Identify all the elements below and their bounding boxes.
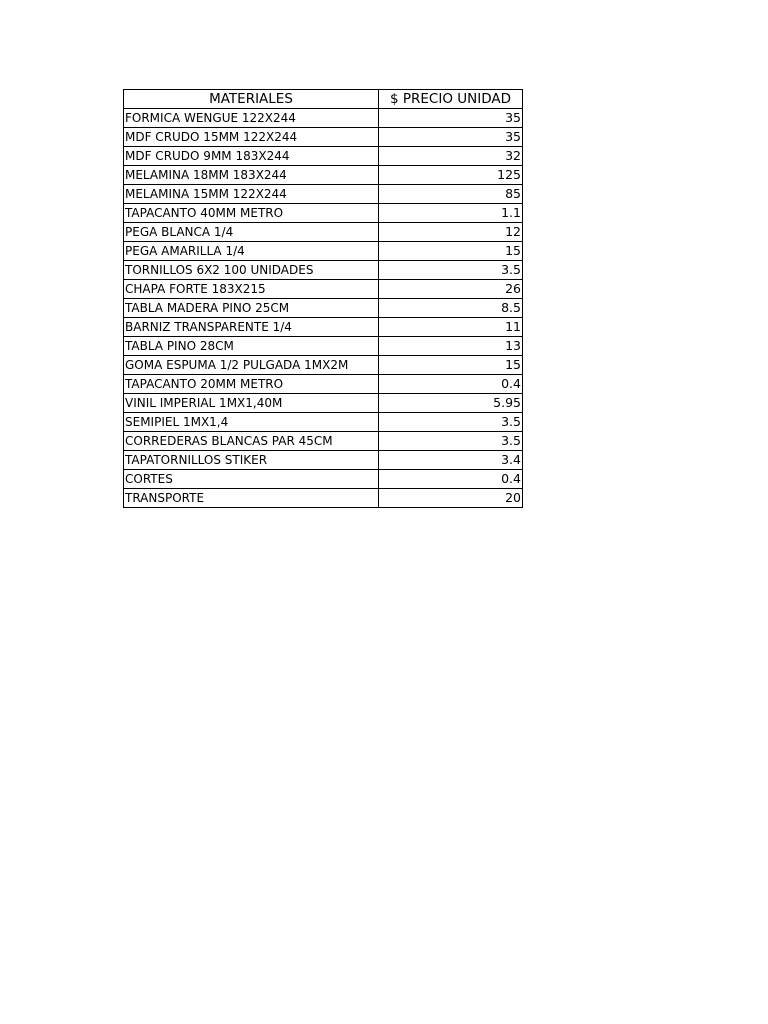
table-row bbox=[124, 375, 523, 394]
material-name-cell: TAPACANTO 40MM METRO bbox=[124, 204, 379, 223]
material-name-cell: TAPATORNILLOS STIKER bbox=[124, 451, 379, 470]
table-row bbox=[124, 394, 523, 413]
unit-price-cell: 3.5 bbox=[379, 432, 523, 451]
materials-price-table bbox=[123, 89, 523, 508]
unit-price-cell: 125 bbox=[379, 166, 523, 185]
unit-price-cell: 35 bbox=[379, 109, 523, 128]
material-name-cell: FORMICA WENGUE 122X244 bbox=[124, 109, 379, 128]
table-row bbox=[124, 242, 523, 261]
material-name-cell: PEGA AMARILLA 1/4 bbox=[124, 242, 379, 261]
material-name-cell: MDF CRUDO 9MM 183X244 bbox=[124, 147, 379, 166]
table-row bbox=[124, 280, 523, 299]
unit-price-cell: 0.4 bbox=[379, 470, 523, 489]
material-name-cell: BARNIZ TRANSPARENTE 1/4 bbox=[124, 318, 379, 337]
table-row bbox=[124, 356, 523, 375]
unit-price-cell: 11 bbox=[379, 318, 523, 337]
unit-price-cell: 3.5 bbox=[379, 413, 523, 432]
unit-price-cell: 35 bbox=[379, 128, 523, 147]
table-row bbox=[124, 147, 523, 166]
unit-price-cell: 85 bbox=[379, 185, 523, 204]
unit-price-cell: 3.5 bbox=[379, 261, 523, 280]
table-row bbox=[124, 337, 523, 356]
material-name-cell: TABLA PINO 28CM bbox=[124, 337, 379, 356]
material-name-cell: GOMA ESPUMA 1/2 PULGADA 1MX2M bbox=[124, 356, 379, 375]
unit-price-cell: 1.1 bbox=[379, 204, 523, 223]
unit-price-cell: 0.4 bbox=[379, 375, 523, 394]
unit-price-cell: 15 bbox=[379, 242, 523, 261]
header-precio-unidad: $ PRECIO UNIDAD bbox=[379, 90, 523, 109]
table-row bbox=[124, 470, 523, 489]
material-name-cell: VINIL IMPERIAL 1MX1,40M bbox=[124, 394, 379, 413]
table-header-row bbox=[124, 90, 523, 109]
unit-price-cell: 8.5 bbox=[379, 299, 523, 318]
materials-price-sheet bbox=[123, 89, 523, 508]
table-row bbox=[124, 413, 523, 432]
table-body bbox=[124, 109, 523, 508]
table-row bbox=[124, 318, 523, 337]
unit-price-cell: 12 bbox=[379, 223, 523, 242]
material-name-cell: SEMIPIEL 1MX1,4 bbox=[124, 413, 379, 432]
material-name-cell: TRANSPORTE bbox=[124, 489, 379, 508]
table-row bbox=[124, 261, 523, 280]
table-row bbox=[124, 223, 523, 242]
unit-price-cell: 15 bbox=[379, 356, 523, 375]
material-name-cell: CHAPA FORTE 183X215 bbox=[124, 280, 379, 299]
unit-price-cell: 3.4 bbox=[379, 451, 523, 470]
material-name-cell: PEGA BLANCA 1/4 bbox=[124, 223, 379, 242]
table-row bbox=[124, 109, 523, 128]
material-name-cell: MELAMINA 15MM 122X244 bbox=[124, 185, 379, 204]
table-row bbox=[124, 185, 523, 204]
material-name-cell: TABLA MADERA PINO 25CM bbox=[124, 299, 379, 318]
unit-price-cell: 20 bbox=[379, 489, 523, 508]
header-materiales: MATERIALES bbox=[124, 90, 379, 109]
material-name-cell: MELAMINA 18MM 183X244 bbox=[124, 166, 379, 185]
table-row bbox=[124, 166, 523, 185]
unit-price-cell: 26 bbox=[379, 280, 523, 299]
table-row bbox=[124, 204, 523, 223]
table-row bbox=[124, 299, 523, 318]
unit-price-cell: 13 bbox=[379, 337, 523, 356]
table-row bbox=[124, 432, 523, 451]
unit-price-cell: 32 bbox=[379, 147, 523, 166]
material-name-cell: CORTES bbox=[124, 470, 379, 489]
unit-price-cell: 5.95 bbox=[379, 394, 523, 413]
material-name-cell: MDF CRUDO 15MM 122X244 bbox=[124, 128, 379, 147]
table-row bbox=[124, 451, 523, 470]
material-name-cell: TAPACANTO 20MM METRO bbox=[124, 375, 379, 394]
material-name-cell: CORREDERAS BLANCAS PAR 45CM bbox=[124, 432, 379, 451]
table-row bbox=[124, 489, 523, 508]
table-row bbox=[124, 128, 523, 147]
material-name-cell: TORNILLOS 6X2 100 UNIDADES bbox=[124, 261, 379, 280]
